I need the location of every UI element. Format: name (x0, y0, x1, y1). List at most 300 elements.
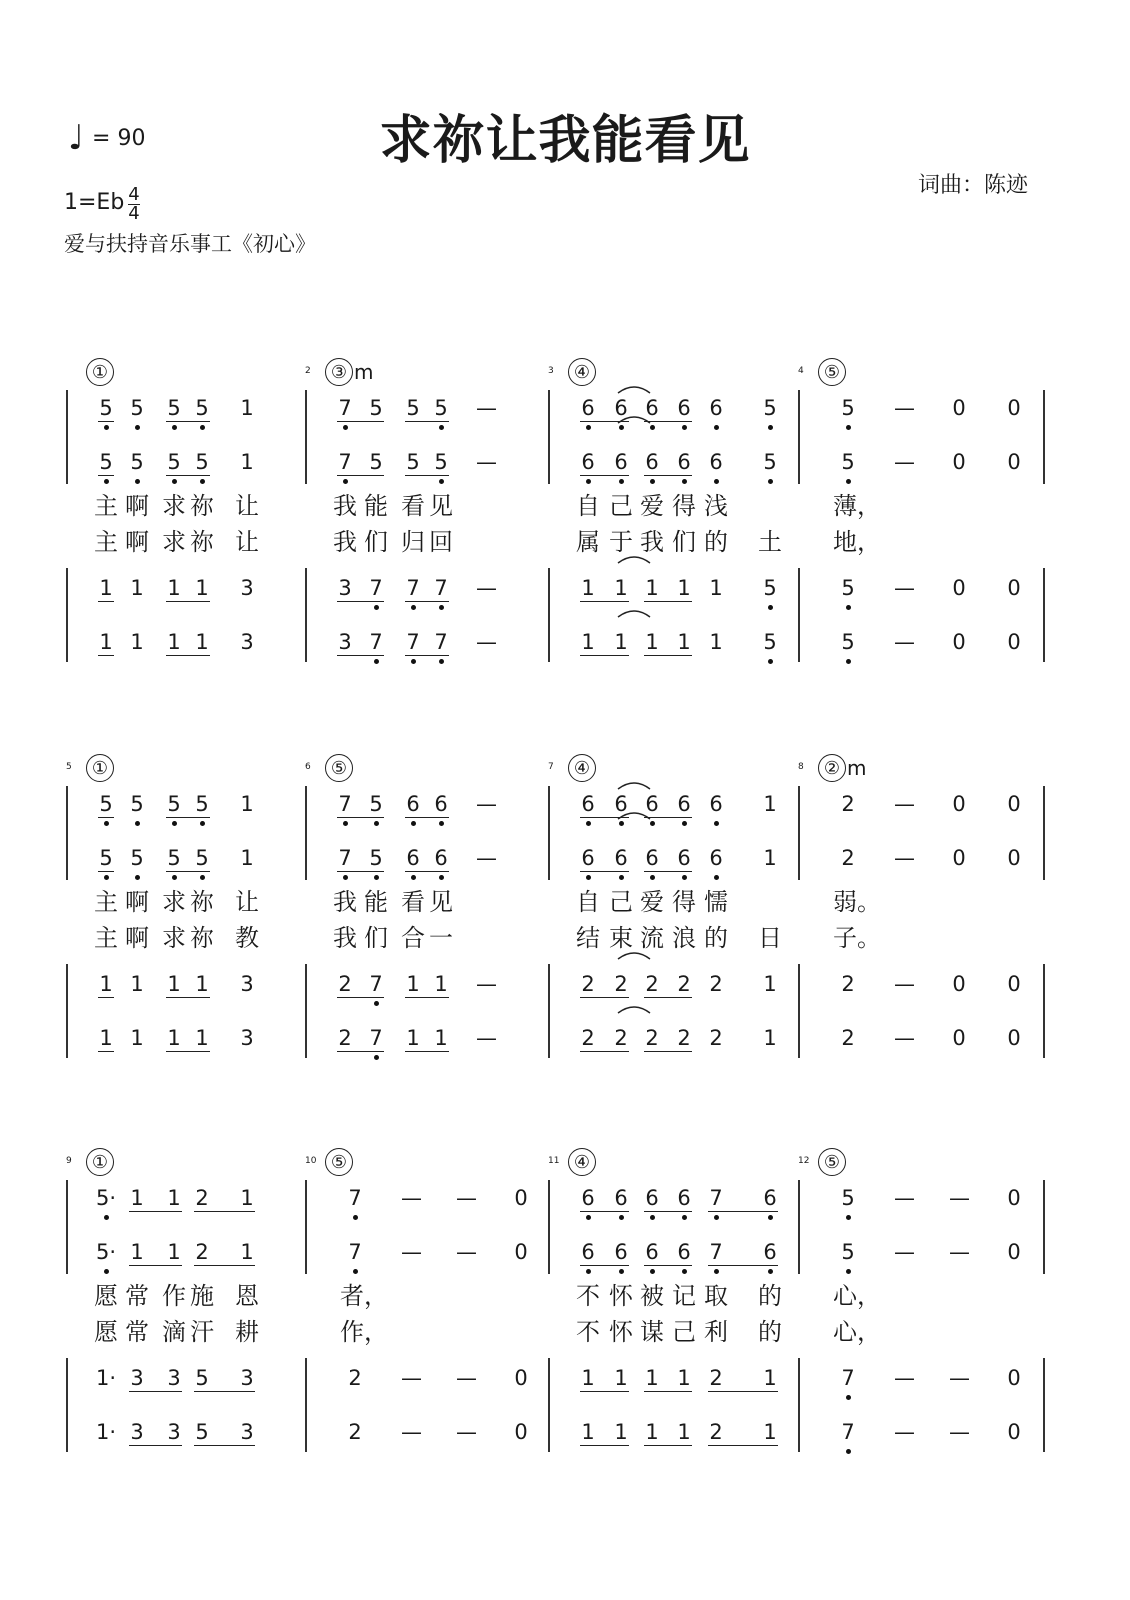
octave-dot (104, 1215, 109, 1220)
jianpu-note: — (476, 576, 497, 600)
jianpu-note: 0 (1007, 1026, 1021, 1050)
jianpu-note: — (894, 450, 915, 474)
jianpu-note: 5 (195, 792, 209, 816)
jianpu-note: 2 (709, 1026, 723, 1050)
jianpu-note: 1 (130, 630, 144, 654)
jianpu-note: 6 (581, 1240, 595, 1264)
jianpu-note: 1 (645, 1366, 659, 1390)
jianpu-note: 1 (581, 630, 595, 654)
bar-number: 11 (548, 1156, 560, 1166)
jianpu-note: 5 (763, 576, 777, 600)
octave-dot (374, 875, 379, 880)
beam-underline (580, 871, 629, 872)
octave-dot (846, 605, 851, 610)
octave-dot (768, 425, 773, 430)
lyric-syllable: 主 (94, 888, 118, 916)
jianpu-note: 7 (709, 1240, 723, 1264)
jianpu-note: 1 (434, 972, 448, 996)
slur-mark (616, 608, 652, 618)
jianpu-note: 5 (167, 396, 181, 420)
jianpu-note: 2 (348, 1366, 362, 1390)
jianpu-note: 5 (99, 792, 113, 816)
octave-dot (343, 875, 348, 880)
jianpu-note: 6 (645, 396, 659, 420)
lyric-syllable: 薄， (833, 492, 881, 520)
jianpu-note: 5· (96, 1240, 117, 1264)
jianpu-note: 6 (677, 396, 691, 420)
jianpu-note: 1 (709, 576, 723, 600)
jianpu-note: 5 (130, 396, 144, 420)
jianpu-note: 6 (677, 846, 691, 870)
jianpu-note: 7 (434, 576, 448, 600)
jianpu-note: — (949, 1240, 970, 1264)
lyric-syllable: 们 (672, 528, 696, 556)
jianpu-note: 5 (841, 630, 855, 654)
jianpu-note: 7 (369, 576, 383, 600)
jianpu-note: 5 (99, 846, 113, 870)
chord-symbol (818, 358, 847, 386)
lyric-syllable: 主 (94, 492, 118, 520)
lyric-syllable: 能 (364, 492, 388, 520)
jianpu-note: 0 (952, 396, 966, 420)
jianpu-note: 6 (581, 1186, 595, 1210)
beam-underline (644, 601, 692, 602)
jianpu-note: — (401, 1420, 422, 1444)
octave-dot (353, 1215, 358, 1220)
chord-symbol (325, 1148, 354, 1176)
jianpu-note: 6 (614, 792, 628, 816)
barline (798, 1358, 800, 1452)
jianpu-note: 6 (763, 1240, 777, 1264)
lyric-syllable: 的 (704, 528, 728, 556)
jianpu-note: 5 (99, 450, 113, 474)
barline (548, 1358, 550, 1452)
octave-dot (682, 821, 687, 826)
jianpu-note: 0 (952, 630, 966, 654)
jianpu-note: 5 (841, 1240, 855, 1264)
barline (798, 390, 800, 484)
jianpu-note: — (894, 576, 915, 600)
jianpu-note: — (949, 1186, 970, 1210)
jianpu-note: 6 (709, 450, 723, 474)
beam-underline (644, 1445, 692, 1446)
jianpu-note: — (456, 1240, 477, 1264)
jianpu-note: 0 (952, 972, 966, 996)
jianpu-note: 5 (841, 450, 855, 474)
lyric-syllable: 的 (758, 1282, 782, 1310)
lyric-syllable: 我 (333, 492, 357, 520)
beam-underline (580, 1391, 629, 1392)
beam-underline (194, 1391, 255, 1392)
jianpu-note: 5 (195, 450, 209, 474)
jianpu-note: 6 (677, 450, 691, 474)
lyric-syllable: 求 (162, 528, 186, 556)
jianpu-note: — (949, 1420, 970, 1444)
jianpu-note: 6 (406, 792, 420, 816)
jianpu-note: 2 (195, 1186, 209, 1210)
octave-dot (586, 425, 591, 430)
beam-underline (129, 1265, 182, 1266)
jianpu-note: 1 (581, 1366, 595, 1390)
octave-dot (619, 1215, 624, 1220)
lyric-syllable: 己 (609, 888, 633, 916)
lyric-syllable: 于 (609, 528, 633, 556)
barline (1043, 964, 1045, 1058)
beam-underline (194, 1445, 255, 1446)
beam-underline (337, 817, 384, 818)
slur-mark (616, 1004, 652, 1014)
jianpu-note: 7 (369, 972, 383, 996)
lyric-syllable: 常 (125, 1318, 149, 1346)
beam-underline (644, 1265, 692, 1266)
jianpu-note: 0 (1007, 630, 1021, 654)
octave-dot (411, 605, 416, 610)
beam-underline (337, 421, 384, 422)
lyric-syllable: 我 (333, 924, 357, 952)
jianpu-note: 0 (1007, 450, 1021, 474)
beam-underline (194, 1211, 255, 1212)
jianpu-note: 1 (406, 1026, 420, 1050)
chord-symbol (568, 1148, 597, 1176)
octave-dot (619, 479, 624, 484)
barline (1043, 568, 1045, 662)
jianpu-note: 1 (167, 630, 181, 654)
jianpu-note: — (894, 846, 915, 870)
bar-number: 8 (798, 762, 804, 772)
barline (798, 1180, 800, 1274)
octave-dot (374, 1055, 379, 1060)
barline (66, 786, 68, 880)
jianpu-note: — (476, 450, 497, 474)
beam-underline (98, 475, 114, 476)
beam-underline (644, 871, 692, 872)
jianpu-note: 5 (841, 1186, 855, 1210)
jianpu-note: 5 (195, 1366, 209, 1390)
jianpu-note: 5 (167, 846, 181, 870)
beam-underline (98, 871, 114, 872)
octave-dot (200, 479, 205, 484)
jianpu-note: — (476, 1026, 497, 1050)
jianpu-note: 2 (338, 1026, 352, 1050)
jianpu-note: — (894, 1420, 915, 1444)
beam-underline (337, 1051, 384, 1052)
lyric-syllable: 弱。 (833, 888, 881, 916)
jianpu-note: 1 (581, 576, 595, 600)
chord-degree: ④ (568, 754, 596, 782)
lyric-syllable: 祢 (190, 528, 214, 556)
octave-dot (104, 1269, 109, 1274)
jianpu-note: 7 (348, 1186, 362, 1210)
octave-dot (172, 821, 177, 826)
barline (66, 390, 68, 484)
jianpu-note: — (456, 1366, 477, 1390)
octave-dot (439, 821, 444, 826)
jianpu-note: 1 (130, 1186, 144, 1210)
jianpu-note: 3 (240, 576, 254, 600)
jianpu-note: 1 (167, 576, 181, 600)
jianpu-note: — (894, 1186, 915, 1210)
jianpu-note: 1 (195, 972, 209, 996)
octave-dot (135, 425, 140, 430)
octave-dot (619, 1269, 624, 1274)
barline (548, 568, 550, 662)
octave-dot (682, 1215, 687, 1220)
barline (66, 964, 68, 1058)
lyric-syllable: 愿 (94, 1318, 118, 1346)
lyric-syllable: 子。 (833, 924, 881, 952)
jianpu-note: 5 (167, 450, 181, 474)
octave-dot (439, 605, 444, 610)
chord-degree: ② (818, 754, 846, 782)
jianpu-note: — (401, 1366, 422, 1390)
octave-dot (846, 659, 851, 664)
barline (305, 1180, 307, 1274)
jianpu-note: 1 (195, 576, 209, 600)
beam-underline (166, 655, 210, 656)
octave-dot (411, 821, 416, 826)
octave-dot (200, 821, 205, 826)
octave-dot (682, 425, 687, 430)
beam-underline (194, 1265, 255, 1266)
lyric-syllable: 爱 (640, 492, 664, 520)
bar-number: 3 (548, 366, 554, 376)
octave-dot (714, 425, 719, 430)
jianpu-note: 2 (677, 1026, 691, 1050)
chord-symbol (86, 358, 115, 386)
jianpu-note: 5 (369, 450, 383, 474)
octave-dot (374, 1001, 379, 1006)
lyric-syllable: 自 (576, 888, 600, 916)
lyric-syllable: 合 (401, 924, 425, 952)
jianpu-note: — (894, 630, 915, 654)
chord-degree: ③ (325, 358, 353, 386)
jianpu-note: 5· (96, 1186, 117, 1210)
lyric-syllable: 归 (401, 528, 425, 556)
jianpu-note: 3 (167, 1366, 181, 1390)
jianpu-note: 1 (167, 1186, 181, 1210)
lyric-syllable: 怀 (609, 1318, 633, 1346)
jianpu-note: 2 (841, 972, 855, 996)
jianpu-note: 5 (763, 396, 777, 420)
beam-underline (166, 601, 210, 602)
lyric-syllable: 心， (833, 1318, 881, 1346)
lyric-syllable: 让 (235, 888, 259, 916)
jianpu-note: 0 (952, 576, 966, 600)
octave-dot (619, 875, 624, 880)
barline (548, 786, 550, 880)
jianpu-note: 6 (709, 792, 723, 816)
barline (305, 786, 307, 880)
barline (798, 786, 800, 880)
beam-underline (337, 997, 384, 998)
jianpu-note: 1 (645, 1420, 659, 1444)
octave-dot (353, 1269, 358, 1274)
jianpu-note: 7 (406, 630, 420, 654)
octave-dot (650, 1269, 655, 1274)
jianpu-note: 0 (514, 1240, 528, 1264)
octave-dot (619, 425, 624, 430)
slur-mark (616, 414, 652, 424)
lyric-syllable: 属 (576, 528, 600, 556)
jianpu-note: 0 (1007, 576, 1021, 600)
octave-dot (650, 479, 655, 484)
jianpu-note: 5 (369, 846, 383, 870)
octave-dot (135, 875, 140, 880)
jianpu-note: 5 (195, 1420, 209, 1444)
barline (1043, 1180, 1045, 1274)
jianpu-note: 1 (614, 630, 628, 654)
lyric-syllable: 不 (576, 1282, 600, 1310)
jianpu-note: 0 (1007, 1366, 1021, 1390)
beam-underline (580, 1445, 629, 1446)
lyric-syllable: 己 (672, 1318, 696, 1346)
beam-underline (405, 997, 449, 998)
lyric-syllable: 祢 (190, 924, 214, 952)
key-text: 1=Eb (64, 190, 125, 215)
beam-underline (98, 997, 114, 998)
jianpu-note: 1 (99, 576, 113, 600)
jianpu-note: 2 (841, 792, 855, 816)
jianpu-note: 5 (130, 450, 144, 474)
octave-dot (439, 659, 444, 664)
jianpu-note: 3 (130, 1366, 144, 1390)
jianpu-note: 3 (338, 630, 352, 654)
jianpu-note: 5 (369, 396, 383, 420)
beam-underline (337, 871, 384, 872)
chord-degree: ④ (568, 1148, 596, 1176)
octave-dot (650, 425, 655, 430)
jianpu-note: 2 (709, 1366, 723, 1390)
barline (548, 1180, 550, 1274)
lyric-syllable: 被 (640, 1282, 664, 1310)
octave-dot (200, 875, 205, 880)
chord-symbol (325, 754, 354, 782)
jianpu-note: 2 (614, 972, 628, 996)
bar-number: 2 (305, 366, 311, 376)
jianpu-note: 7 (841, 1420, 855, 1444)
lyric-syllable: 结 (576, 924, 600, 952)
jianpu-note: 7 (709, 1186, 723, 1210)
beam-underline (644, 997, 692, 998)
jianpu-note: 6 (645, 1186, 659, 1210)
jianpu-note: 0 (952, 846, 966, 870)
lyric-syllable: 祢 (190, 492, 214, 520)
jianpu-note: 1 (240, 792, 254, 816)
album-subtitle: 爱与扶持音乐事工《初心》 (64, 232, 316, 256)
lyric-syllable: 求 (162, 492, 186, 520)
jianpu-note: 1 (677, 1420, 691, 1444)
jianpu-note: 6 (406, 846, 420, 870)
beam-underline (708, 1211, 778, 1212)
lyric-syllable: 祢 (190, 888, 214, 916)
jianpu-note: 6 (581, 846, 595, 870)
jianpu-note: 5 (406, 450, 420, 474)
beam-underline (98, 421, 114, 422)
chord-quality: m (354, 360, 374, 384)
jianpu-note: 7 (841, 1366, 855, 1390)
lyric-syllable: 施 (190, 1282, 214, 1310)
jianpu-note: 2 (709, 972, 723, 996)
chord-symbol (568, 358, 597, 386)
beam-underline (166, 475, 210, 476)
lyric-syllable: 束 (609, 924, 633, 952)
chord-symbol (86, 1148, 115, 1176)
lyric-syllable: 回 (429, 528, 453, 556)
barline (1043, 1358, 1045, 1452)
octave-dot (135, 479, 140, 484)
lyric-syllable: 让 (235, 492, 259, 520)
bar-number: 7 (548, 762, 554, 772)
octave-dot (439, 875, 444, 880)
lyric-syllable: 的 (704, 924, 728, 952)
octave-dot (846, 1449, 851, 1454)
meter-bottom: 4 (128, 203, 140, 224)
barline (66, 568, 68, 662)
lyric-syllable: 己 (609, 492, 633, 520)
beam-underline (405, 601, 449, 602)
jianpu-note: 0 (952, 792, 966, 816)
octave-dot (172, 479, 177, 484)
octave-dot (768, 1269, 773, 1274)
octave-dot (343, 821, 348, 826)
jianpu-note: 2 (841, 846, 855, 870)
jianpu-note: 6 (677, 1186, 691, 1210)
bar-number: 4 (798, 366, 804, 376)
jianpu-note: 5 (167, 792, 181, 816)
beam-underline (337, 655, 384, 656)
jianpu-note: 0 (1007, 972, 1021, 996)
jianpu-note: 1 (130, 576, 144, 600)
jianpu-note: 1 (240, 1186, 254, 1210)
beam-underline (580, 1051, 629, 1052)
jianpu-note: — (456, 1420, 477, 1444)
jianpu-note: — (894, 792, 915, 816)
lyric-syllable: 耕 (235, 1318, 259, 1346)
jianpu-note: 7 (338, 450, 352, 474)
jianpu-note: 0 (1007, 1186, 1021, 1210)
jianpu-note: 5 (841, 576, 855, 600)
lyric-syllable: 心， (833, 1282, 881, 1310)
lyric-syllable: 能 (364, 888, 388, 916)
jianpu-note: 1· (96, 1420, 117, 1444)
jianpu-note: 1 (763, 1026, 777, 1050)
beam-underline (166, 817, 210, 818)
bar-number: 10 (305, 1156, 317, 1166)
lyric-syllable: 啊 (125, 528, 149, 556)
lyric-syllable: 得 (672, 492, 696, 520)
chord-degree: ④ (568, 358, 596, 386)
beam-underline (166, 421, 210, 422)
jianpu-note: 1 (130, 972, 144, 996)
lyric-syllable: 我 (333, 888, 357, 916)
beam-underline (644, 475, 692, 476)
octave-dot (714, 1269, 719, 1274)
beam-underline (580, 1211, 629, 1212)
jianpu-note: 2 (841, 1026, 855, 1050)
jianpu-note: 1 (677, 1366, 691, 1390)
jianpu-note: 3 (130, 1420, 144, 1444)
beam-underline (337, 601, 384, 602)
barline (305, 390, 307, 484)
jianpu-note: 1 (763, 846, 777, 870)
jianpu-note: 0 (1007, 396, 1021, 420)
jianpu-note: 2 (348, 1420, 362, 1444)
beam-underline (405, 475, 449, 476)
jianpu-note: 6 (581, 792, 595, 816)
jianpu-note: 0 (952, 450, 966, 474)
song-title: 求祢让我能看见 (379, 111, 751, 171)
beam-underline (580, 997, 629, 998)
